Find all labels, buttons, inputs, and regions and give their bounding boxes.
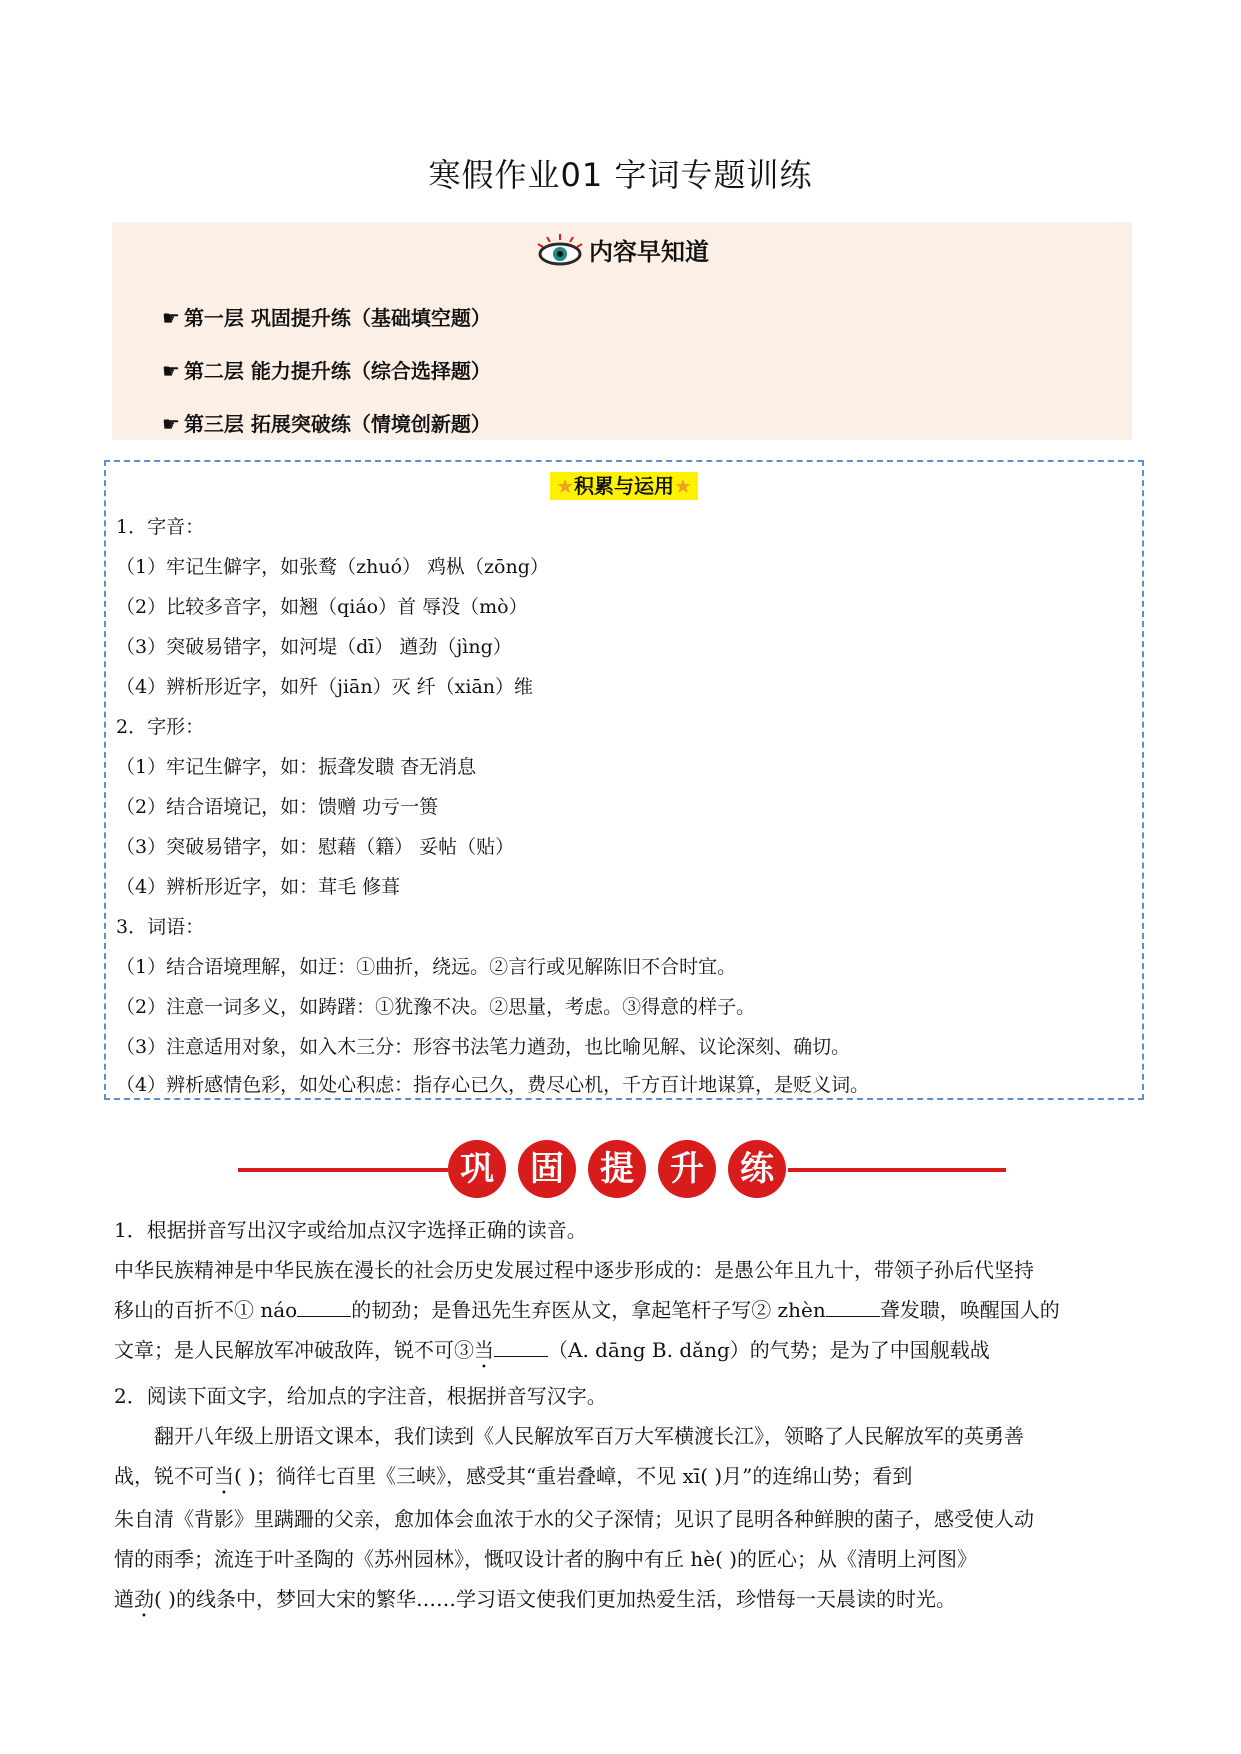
question-text: 情的雨季；流连于叶圣陶的《苏州园林》，慨叹设计者的胸中有丘 hè( )的匠心；从《清明上河图》 bbox=[114, 1547, 978, 1571]
page-title: 寒假作业01 字词专题训练 bbox=[428, 156, 813, 194]
answer-blank[interactable] bbox=[826, 1294, 880, 1317]
knowledge-line: （4）辨析感情色彩，如处心积虑：指存心已久，费尽心机，千方百计地谋算，是贬义词。 bbox=[116, 1074, 870, 1096]
banner-char: 提 bbox=[588, 1140, 646, 1198]
question-1 bbox=[114, 1210, 1134, 1373]
knowledge-line: （2）注意一词多义，如踌躇：①犹豫不决。②思量，考虑。③得意的样子。 bbox=[116, 996, 756, 1018]
question-stem: 1．根据拼音写出汉字或给加点汉字选择正确的读音。 bbox=[114, 1218, 587, 1242]
banner-rule-left bbox=[238, 1168, 448, 1172]
knowledge-line: （4）辨析形近字，如：茸毛 修葺 bbox=[116, 876, 401, 898]
toc-heading bbox=[112, 232, 1132, 274]
knowledge-heading: ★积累与运用★ bbox=[106, 470, 1142, 499]
banner-char: 练 bbox=[728, 1140, 786, 1198]
eye-icon bbox=[535, 232, 585, 274]
knowledge-line: （2）结合语境记，如：馈赠 功亏一篑 bbox=[116, 796, 439, 818]
knowledge-line: （3）突破易错字，如：慰藉（籍） 妥帖（贴） bbox=[116, 836, 515, 858]
pointing-hand-icon: ☛ bbox=[162, 359, 180, 383]
pointing-hand-icon: ☛ bbox=[162, 412, 180, 436]
star-icon: ★ bbox=[674, 474, 692, 498]
section-banner bbox=[0, 1140, 1241, 1210]
question-text: 战，锐不可当( )；徜徉七百里《三峡》，感受其“重岩叠嶂，不见 xī( )月”的连绵山势；看到 bbox=[114, 1464, 913, 1488]
banner-char: 巩 bbox=[448, 1140, 506, 1198]
toc-heading-label: 内容早知道 bbox=[589, 238, 709, 266]
answer-blank[interactable] bbox=[494, 1334, 548, 1357]
knowledge-line: （1）牢记生僻字，如张鹜（zhuó） 鸡枞（zōng） bbox=[116, 556, 549, 578]
question-text: 文章；是人民解放军冲破敌阵，锐不可③当 （A. dāng B. dǎng）的气势；是为了中国舰载战 bbox=[114, 1330, 1134, 1373]
pointing-hand-icon: ☛ bbox=[162, 306, 180, 330]
knowledge-line: 2．字形： bbox=[116, 716, 205, 738]
toc-panel bbox=[112, 222, 1132, 440]
toc-item: ☛ 第三层 拓展突破练（情境创新题） bbox=[162, 412, 491, 436]
question-stem: 2．阅读下面文字，给加点的字注音，根据拼音写汉字。 bbox=[114, 1384, 607, 1408]
banner-char: 固 bbox=[518, 1140, 576, 1198]
knowledge-box bbox=[104, 460, 1144, 1100]
question-text: 朱自清《背影》里蹒跚的父亲，愈加体会血浓于水的父子深情；见识了昆明各种鲜腴的菌子，感受使人动 bbox=[114, 1507, 1034, 1531]
question-text: 翻开八年级上册语文课本，我们读到《人民解放军百万大军横渡长江》，领略了人民解放军的英勇善 bbox=[154, 1424, 1024, 1448]
star-icon: ★ bbox=[556, 474, 574, 498]
banner-rule-right bbox=[788, 1168, 1006, 1172]
answer-blank[interactable] bbox=[297, 1294, 351, 1317]
knowledge-line: （1）牢记生僻字，如：振聋发聩 杳无消息 bbox=[116, 756, 477, 778]
question-text: 遒劲( )的线条中，梦回大宋的繁华……学习语文使我们更加热爱生活，珍惜每一天晨读的时光。 bbox=[114, 1587, 956, 1611]
question-2 bbox=[114, 1376, 1134, 1622]
banner-char: 升 bbox=[658, 1140, 716, 1198]
knowledge-line: （4）辨析形近字，如歼（jiān）灭 纤（xiān）维 bbox=[116, 676, 534, 698]
knowledge-line: 3．词语： bbox=[116, 916, 205, 938]
toc-item: ☛ 第一层 巩固提升练（基础填空题） bbox=[162, 306, 491, 330]
knowledge-line: 1．字音： bbox=[116, 516, 205, 538]
question-text: 中华民族精神是中华民族在漫长的社会历史发展过程中逐步形成的：是愚公年且九十，带领子孙后代坚持 bbox=[114, 1258, 1034, 1282]
knowledge-line: （3）注意适用对象，如入木三分：形容书法笔力遒劲，也比喻见解、议论深刻、确切。 bbox=[116, 1036, 851, 1058]
toc-item: ☛ 第二层 能力提升练（综合选择题） bbox=[162, 359, 491, 383]
question-text: 移山的百折不① náo 的韧劲；是鲁迅先生弃医从文，拿起笔杆子写② zhèn 聋发聩，唤醒国人的 bbox=[114, 1290, 1134, 1330]
knowledge-line: （1）结合语境理解，如迂：①曲折，绕远。②言行或见解陈旧不合时宜。 bbox=[116, 956, 737, 978]
knowledge-line: （3）突破易错字，如河堤（dī） 遒劲（jìng） bbox=[116, 636, 512, 658]
knowledge-line: （2）比较多音字，如翘（qiáo）首 辱没（mò） bbox=[116, 596, 528, 618]
